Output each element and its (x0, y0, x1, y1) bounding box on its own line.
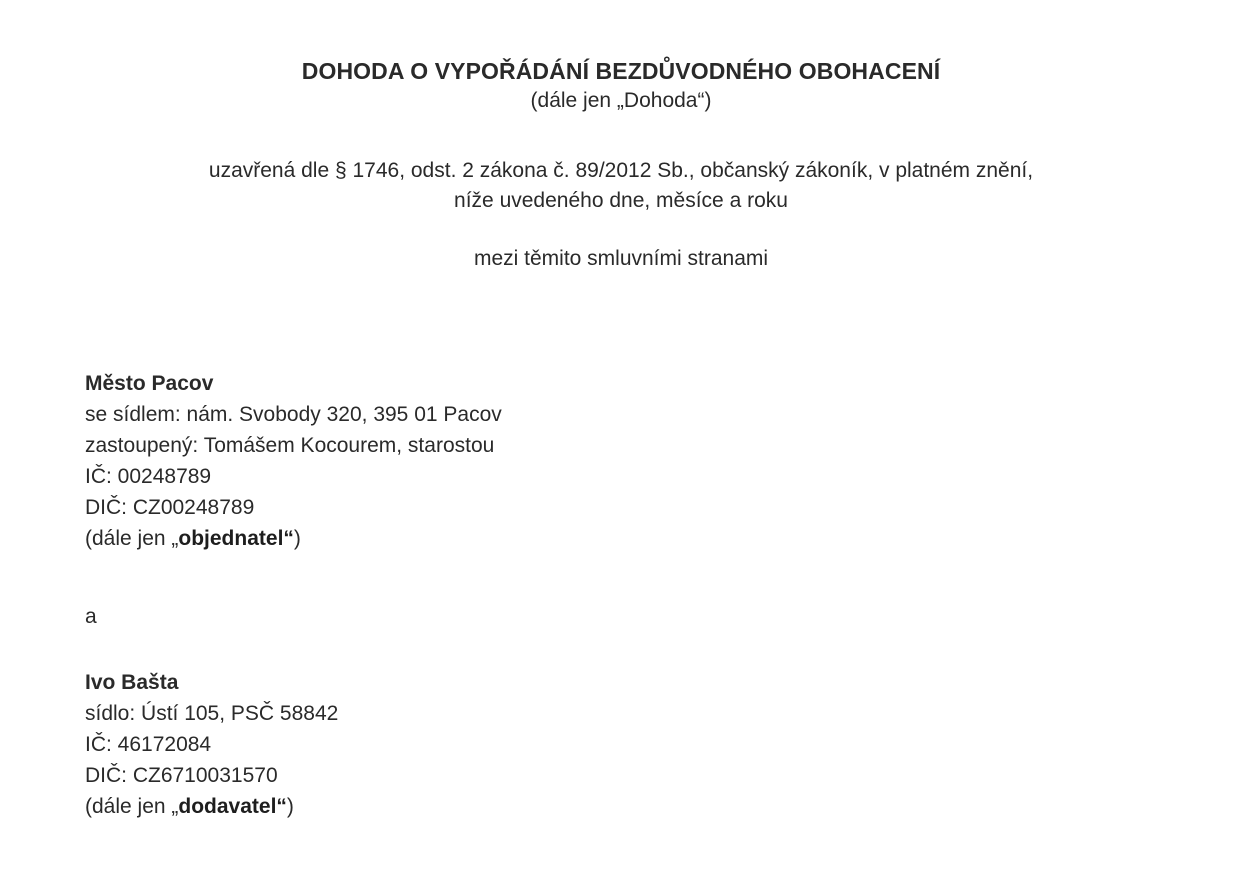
document-title: DOHODA O VYPOŘÁDÁNÍ BEZDŮVODNÉHO OBOHACENÍ (301, 58, 941, 84)
preamble (0, 156, 1242, 216)
role-prefix: (dále jen „ (85, 795, 179, 818)
party-supplier (85, 667, 338, 822)
preamble-line-2: níže uvedeného dne, měsíce a roku (454, 189, 788, 212)
role-term: dodavatel (178, 795, 277, 818)
party-dic: DIČ: CZ00248789 (85, 496, 255, 519)
party-seat: se sídlem: nám. Svobody 320, 395 01 Pacov (85, 403, 502, 426)
role-prefix: (dále jen „ (85, 527, 179, 550)
party-ic: IČ: 46172084 (85, 733, 212, 756)
role-suffix: ) (293, 527, 301, 550)
party-name: Ivo Bašta (85, 671, 179, 694)
role-term: objednatel (178, 527, 284, 550)
party-role (85, 791, 338, 822)
party-role (85, 523, 502, 554)
party-ordering (85, 368, 502, 554)
party-name: Město Pacov (85, 372, 214, 395)
role-suffix: ) (286, 795, 294, 818)
party-seat: sídlo: Ústí 105, PSČ 58842 (85, 702, 339, 725)
conjunction: a (85, 605, 97, 628)
role-close-quote: “ (283, 527, 294, 550)
party-representative: zastoupený: Tomášem Kocourem, starostou (85, 434, 495, 457)
role-close-quote: “ (276, 795, 287, 818)
party-ic: IČ: 00248789 (85, 465, 212, 488)
preamble-line-1: uzavřená dle § 1746, odst. 2 zákona č. 89/2012 Sb., občanský zákoník, v platném znění, (208, 159, 1034, 182)
between-parties-text: mezi těmito smluvními stranami (473, 247, 769, 270)
party-dic: DIČ: CZ6710031570 (85, 764, 278, 787)
document-subtitle: (dále jen „Dohoda“) (530, 89, 712, 112)
